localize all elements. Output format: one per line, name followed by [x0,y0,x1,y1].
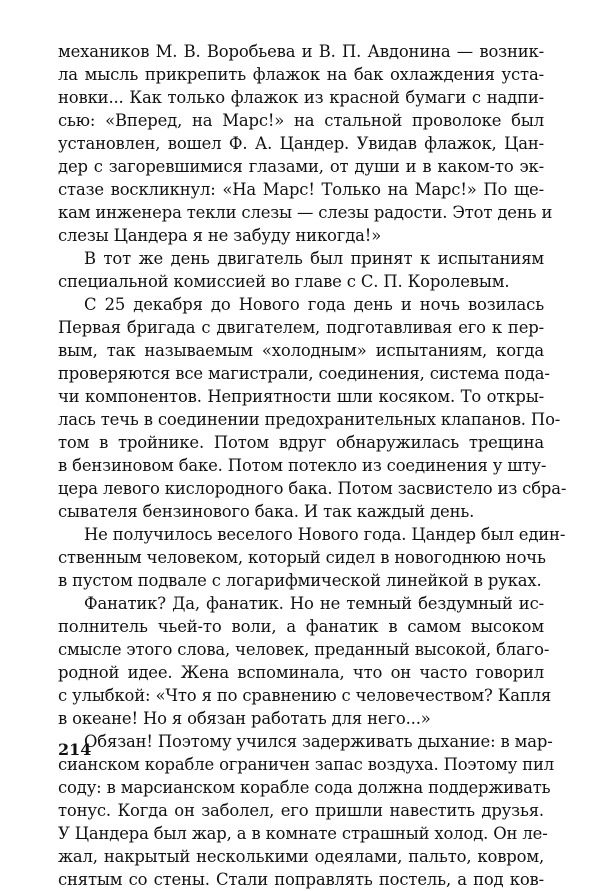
text-line: стазе воскликнул: «На Марс! Только на Марс!» По ще- [58,180,544,199]
text-line: Первая бригада с двигателем, подготавливая его к пер- [58,318,544,337]
paragraph-6 [58,730,555,891]
text-line: слезы Цандера я не забуду никогда!» [58,226,382,245]
text-line: цера левого кислородного бака. Потом засвистело из сбра- [58,479,567,498]
text-line: тонус. Когда он заболел, его пришли навестить друзья. [58,801,544,820]
text-line: Не получилось веселого Нового года. Цандер был един- [84,525,566,544]
text-line: в пустом подвале с логарифмической линейкой в руках. [58,571,542,590]
text-line: лась течь в соединении предохранительных клапанов. По- [58,410,561,429]
page-text [58,40,567,891]
text-line: вым, так называемым «холодным» испытаниям, когда [58,341,544,360]
paragraph-5 [58,592,552,730]
text-line: У Цандера был жар, а в комнате страшный холод. Он ле- [58,824,548,843]
paragraph-1 [58,40,553,247]
text-line: сианском корабле ограничен запас воздуха. Поэтому пил [58,755,555,774]
text-line: полнитель чьей-то воли, а фанатик в самом высоком [58,617,544,636]
text-line: Обязан! Поэтому учился задерживать дыхание: в мар- [84,732,553,751]
text-line: чи компонентов. Неприятности шли косяком. То откры- [58,387,544,406]
text-line: в океане! Но я обязан работать для него...» [58,709,431,728]
page-number: 214 [58,740,92,759]
text-line: новки... Как только флажок из красной бумаги с надпи- [58,88,544,107]
text-line: смысле этого слова, человек, преданный высокой, благо- [58,640,550,659]
text-line: соду: в марсианском корабле сода должна поддерживать [58,778,551,797]
paragraph-2 [58,247,544,293]
text-line: Фанатик? Да, фанатик. Но не темный бездумный ис- [84,594,544,613]
text-line: С 25 декабря до Нового года день и ночь возилась [84,295,544,314]
text-line: сью: «Вперед, на Марс!» на стальной проволоке был [58,111,544,130]
text-line: В тот же день двигатель был принят к испытаниям [84,249,544,268]
text-line: ла мысль прикрепить флажок на бак охлаждения уста- [58,65,544,84]
paragraph-4 [58,523,566,592]
text-line: в бензиновом баке. Потом потекло из соединения у шту- [58,456,547,475]
text-line: установлен, вошел Ф. А. Цандер. Увидав флажок, Цан- [58,134,544,153]
text-line: проверяются все магистрали, соединения, система пода- [58,364,550,383]
text-line: ственным человеком, который сидел в новогоднюю ночь [58,548,546,567]
text-line: дер с загоревшимися глазами, от души и в каком-то эк- [58,157,544,176]
text-line: кам инженера текли слезы — слезы радости. Этот день и [58,203,553,222]
text-line: том в тройнике. Потом вдруг обнаружилась трещина [58,433,544,452]
text-line: снятым со стены. Стали поправлять постель, а под ков- [58,870,544,889]
text-line: механиков М. В. Воробьева и В. П. Авдонина — возник- [58,42,544,61]
text-line: сывателя бензинового бака. И так каждый день. [58,502,475,521]
text-line: с улыбкой: «Что я по сравнению с человечеством? Капля [58,686,552,705]
text-line: жал, накрытый несколькими одеялами, пальто, ковром, [58,847,544,866]
text-line: родной идее. Жена вспоминала, что он часто говорил [58,663,544,682]
text-line: специальной комиссией во главе с С. П. Королевым. [58,272,510,291]
paragraph-3 [58,293,567,523]
